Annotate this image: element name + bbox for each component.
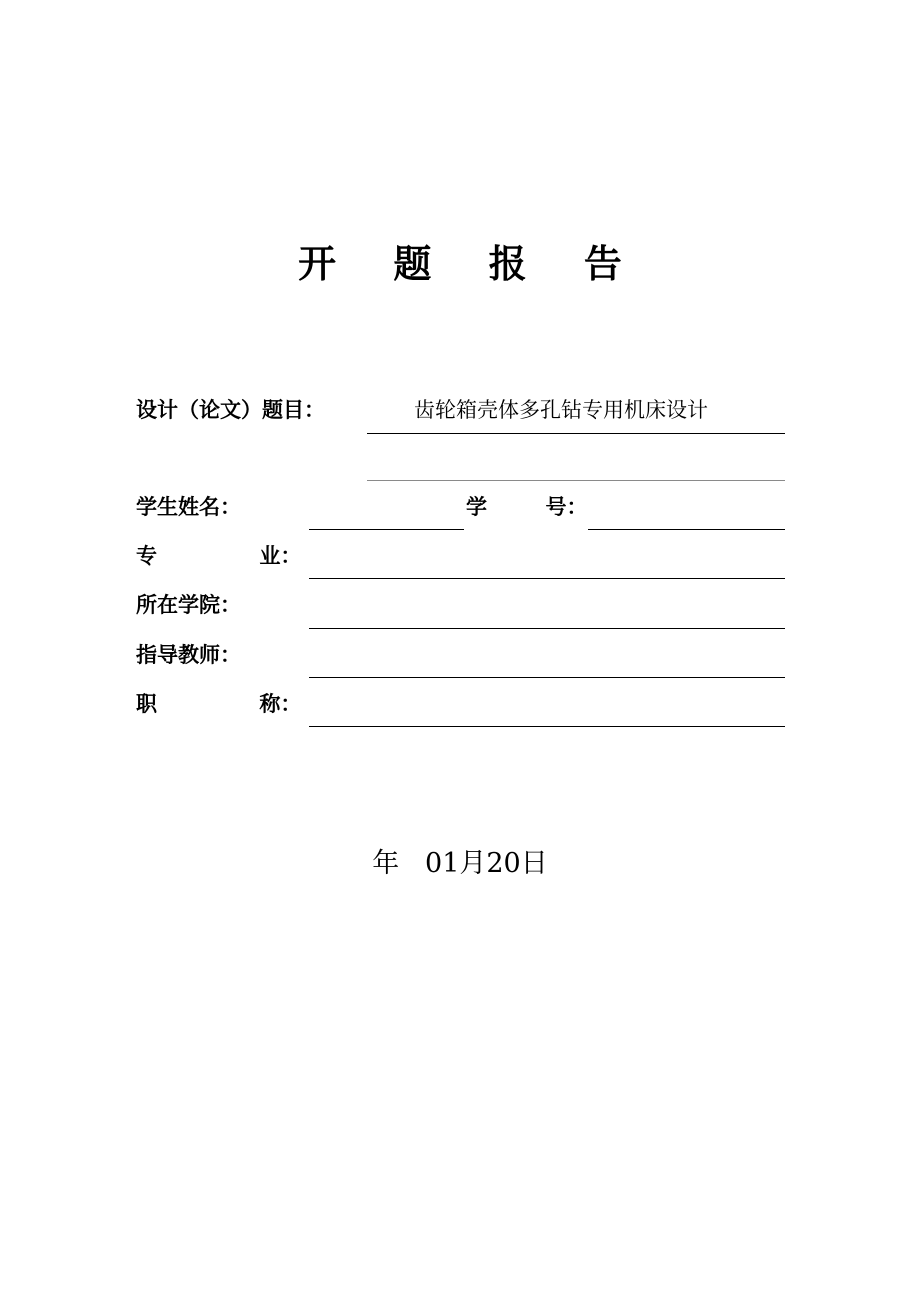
- student-id-label-text: 学 号：: [466, 494, 588, 519]
- topic-value: 齿轮箱壳体多孔钻专用机床设计: [414, 398, 708, 422]
- topic-underline: [367, 433, 785, 434]
- college-label: 所在学院：: [136, 592, 241, 617]
- date-year-label: 年: [372, 848, 400, 879]
- student-id-underline: [588, 529, 785, 530]
- page-title: 开 题 报 告: [298, 241, 644, 286]
- college-underline: [309, 628, 785, 629]
- date-day: 20: [486, 848, 521, 879]
- student-name-label: 学生姓名：: [136, 494, 241, 519]
- major-underline: [309, 578, 785, 579]
- student-name-underline: [309, 529, 464, 530]
- title-rank-underline: [309, 726, 785, 727]
- report-date: [0, 846, 920, 882]
- advisor-label: 指导教师：: [136, 642, 241, 667]
- advisor-underline: [309, 677, 785, 678]
- topic-underline-second: [367, 480, 785, 481]
- student-id-label: [466, 492, 588, 552]
- date-day-label: 日: [520, 848, 548, 879]
- date-month-label: 月: [459, 848, 487, 879]
- topic-label: 设计（论文）题目：: [136, 397, 325, 422]
- date-month: 01: [425, 848, 460, 879]
- major-label: 专 业：: [136, 543, 302, 568]
- title-rank-label: 职 称：: [136, 691, 302, 716]
